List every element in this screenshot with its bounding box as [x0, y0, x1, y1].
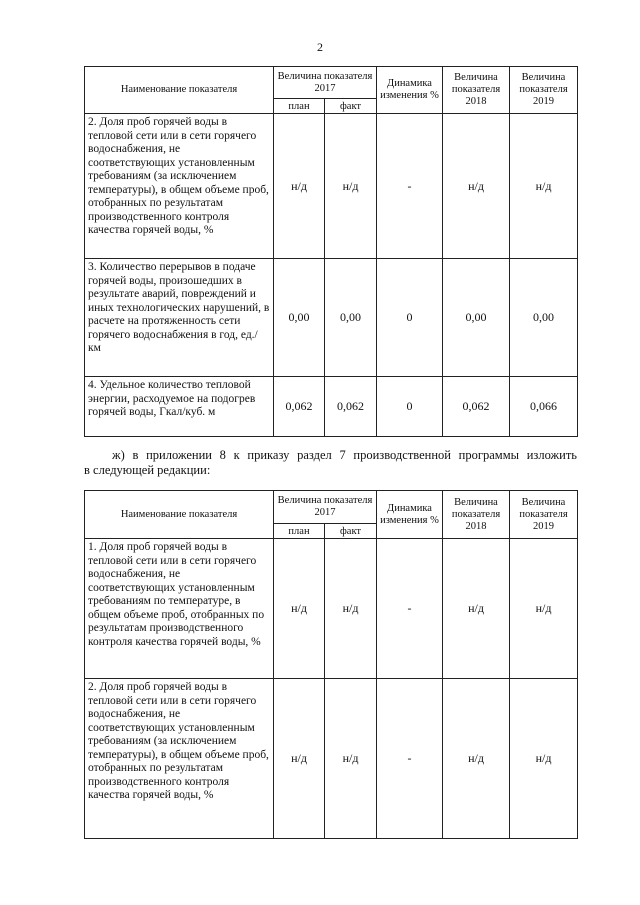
- header-fact: факт: [325, 99, 377, 114]
- plan-value: н/д: [274, 679, 325, 839]
- indicator-name: 4. Удельное количество тепловой энергии, расходуемое на подогрев горячей воды, Гкал/куб. м: [85, 377, 274, 437]
- header-name: Наименование показателя: [85, 67, 274, 114]
- indicators-table-1: [84, 66, 578, 437]
- header-value-2017: Величина показателя 2017: [274, 491, 377, 524]
- header-value-2017: Величина показателя 2017: [274, 67, 377, 99]
- value-2019: н/д: [510, 114, 578, 259]
- indicator-name: 3. Количество перерывов в подаче горячей воды, произошедших в результате аварий, повреждений и иных технологических нарушений, в расчете на протяженность сети горячего водоснабжения в год, ед./км: [85, 259, 274, 377]
- header-value-2019: Величина показателя 2019: [510, 491, 578, 539]
- table-row: [85, 377, 578, 437]
- fact-value: н/д: [325, 114, 377, 259]
- header-dynamics: Динамика изменения %: [377, 67, 443, 114]
- value-2019: 0,066: [510, 377, 578, 437]
- value-2018: 0,062: [443, 377, 510, 437]
- fact-value: н/д: [325, 539, 377, 679]
- value-2019: 0,00: [510, 259, 578, 377]
- paragraph-line-1: ж) в приложении 8 к приказу раздел 7 производственной программы изложить: [112, 448, 577, 462]
- fact-value: н/д: [325, 679, 377, 839]
- table-row: [85, 114, 578, 259]
- header-dynamics: Динамика изменения %: [377, 491, 443, 539]
- header-plan: план: [274, 524, 325, 539]
- amendment-paragraph: [84, 448, 577, 478]
- plan-value: н/д: [274, 114, 325, 259]
- indicators-table-2: [84, 490, 578, 839]
- dynamics-value: 0: [377, 377, 443, 437]
- header-fact: факт: [325, 524, 377, 539]
- value-2018: 0,00: [443, 259, 510, 377]
- dynamics-value: -: [377, 539, 443, 679]
- header-value-2019: Величина показателя 2019: [510, 67, 578, 114]
- value-2018: н/д: [443, 679, 510, 839]
- fact-value: 0,062: [325, 377, 377, 437]
- dynamics-value: 0: [377, 259, 443, 377]
- value-2018: н/д: [443, 539, 510, 679]
- plan-value: 0,062: [274, 377, 325, 437]
- table-row: [85, 539, 578, 679]
- value-2018: н/д: [443, 114, 510, 259]
- plan-value: н/д: [274, 539, 325, 679]
- table-row: [85, 259, 578, 377]
- indicator-name: 2. Доля проб горячей воды в тепловой сети или в сети горячего водоснабжения, не соответствующих установленным требованиям (за исключением температуры), в общем объеме проб, отобранных по результатам производственного контроля качества горячей воды, %: [85, 679, 274, 839]
- table-row: [85, 679, 578, 839]
- header-plan: план: [274, 99, 325, 114]
- page-number: 2: [317, 40, 323, 54]
- fact-value: 0,00: [325, 259, 377, 377]
- header-name: Наименование показателя: [85, 491, 274, 539]
- paragraph-line-2: в следующей редакции:: [84, 463, 211, 477]
- header-value-2018: Величина показателя 2018: [443, 491, 510, 539]
- header-value-2018: Величина показателя 2018: [443, 67, 510, 114]
- indicator-name: 2. Доля проб горячей воды в тепловой сети или в сети горячего водоснабжения, не соответствующих установленным требованиям (за исключением температуры), в общем объеме проб, отобранных по результатам производственного контроля качества горячей воды, %: [85, 114, 274, 259]
- indicator-name: 1. Доля проб горячей воды в тепловой сети или в сети горячего водоснабжения, не соответствующих установленным требованиям по температуре, в общем объеме проб, отобранных по результатам производственного контроля качества горячей воды, %: [85, 539, 274, 679]
- dynamics-value: -: [377, 679, 443, 839]
- value-2019: н/д: [510, 539, 578, 679]
- plan-value: 0,00: [274, 259, 325, 377]
- dynamics-value: -: [377, 114, 443, 259]
- value-2019: н/д: [510, 679, 578, 839]
